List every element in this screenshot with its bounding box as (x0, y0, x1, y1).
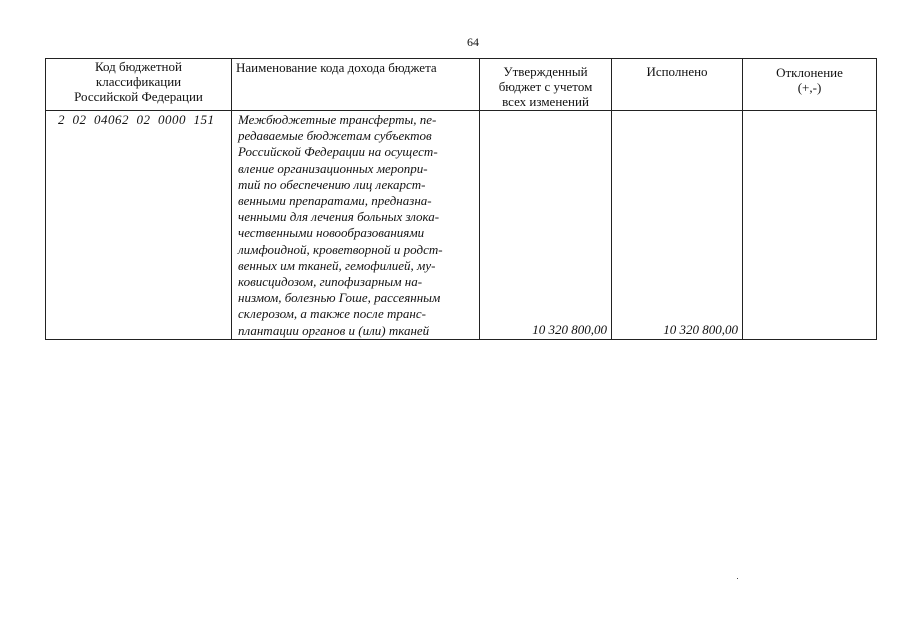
table-header-row (46, 59, 877, 111)
header-code-line: Код бюджетной (95, 59, 182, 74)
cell-name-line: вление организационных меропри- (238, 160, 428, 176)
header-executed: Исполнено (612, 59, 743, 111)
header-deviation-line: Отклонение (776, 65, 843, 80)
cell-name (232, 111, 480, 340)
header-name: Наименование кода дохода бюджета (232, 59, 480, 111)
cell-name-line: низмом, болезнью Гоше, рассеянным (238, 290, 441, 306)
header-approved-line: всех изменений (502, 94, 589, 109)
scan-speck (737, 578, 738, 579)
cell-name-line: склерозом, а также после транс- (238, 306, 426, 322)
cell-name-line: лимфоидной, кроветворной и родст- (238, 241, 443, 257)
page-number: 64 (467, 35, 479, 49)
header-code-line: Российской Федерации (74, 89, 203, 104)
header-approved-line: бюджет с учетом (498, 79, 593, 94)
header-deviation (743, 59, 877, 111)
header-approved-line: Утвержденный (503, 64, 588, 79)
cell-name-line: венных им тканей, гемофилией, му- (238, 257, 436, 273)
cell-name-line: плантации органов и (или) тканей (238, 322, 430, 338)
cell-name-line: Российской Федерации на осущест- (238, 144, 438, 160)
header-approved (480, 59, 612, 111)
cell-name-line: тий по обеспечению лиц лекарст- (238, 176, 426, 192)
cell-name-line: ковисцидозом, гипофизарным на- (238, 274, 423, 290)
header-code-line: классификации (95, 74, 182, 89)
table-row (46, 111, 877, 340)
header-deviation-line: (+,-) (797, 80, 822, 95)
cell-code: 2 02 04062 02 0000 151 (46, 111, 232, 340)
cell-name-line: венными препаратами, предназна- (238, 193, 432, 209)
cell-deviation (743, 111, 877, 340)
cell-name-line: редаваемые бюджетам субъектов (238, 128, 432, 144)
cell-executed: 10 320 800,00 (612, 111, 743, 340)
cell-name-line: Межбюджетные трансферты, пе- (238, 112, 437, 127)
cell-name-line: ченными для лечения больных злока- (238, 209, 440, 225)
cell-approved: 10 320 800,00 (480, 111, 612, 340)
header-code (46, 59, 232, 111)
cell-name-line: чественными новообразованиями (238, 225, 425, 241)
budget-table (45, 58, 877, 340)
